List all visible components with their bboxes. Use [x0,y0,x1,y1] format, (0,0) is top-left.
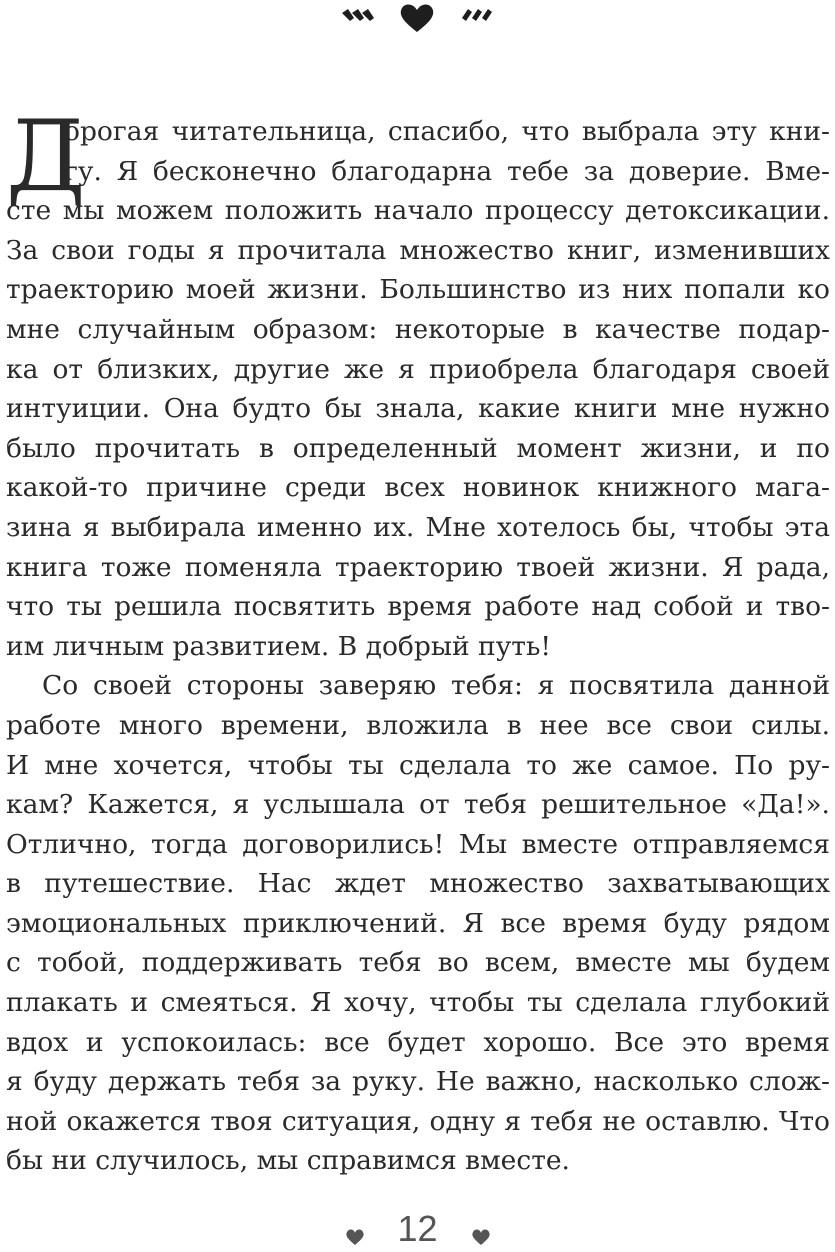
heart-icon [471,1228,491,1246]
text-line: что ты решила посвятить время работе над собой и тво- [6,591,830,623]
text-line: эмоциональных приключений. Я все время буду рядом [6,907,830,939]
page-footer [0,1206,835,1252]
top-ornament [0,0,835,44]
text-line: было прочитать в определенный момент жизни, и по [6,432,830,464]
text-line: какой-то причине среди всех новинок книжного мага- [6,472,830,504]
text-line: я буду держать тебя за руку. Не важно, насколько слож- [6,1066,830,1098]
text-line: бы ни случилось, мы справимся вместе. [6,1145,570,1177]
text-line: сте мы можем положить начало процессу детоксикации. [6,195,830,227]
text-line: гу. Я бесконечно благодарна тебе за доверие. Вме- [64,155,830,187]
paragraph-2 [6,666,830,1181]
drop-cap: Д [6,100,86,214]
paragraph-1 [6,100,830,666]
text-line: им личным развитием. В добрый путь! [6,630,552,662]
text-line: интуиции. Она будто бы знала, какие книги мне нужно [6,393,830,425]
text-line: ка от близких, другие же я приобрела благодаря своей [6,353,830,385]
text-line: зина я выбирала именно их. Мне хотелось бы, чтобы эта [6,511,830,543]
text-line: траекторию моей жизни. Большинство из них попали ко [6,274,830,306]
text-line: плакать и смеяться. Я хочу, чтобы ты сделала глубокий [6,987,830,1019]
heart-with-chevrons-icon [0,0,835,44]
text-line: кам? Кажется, я услышала от тебя решительное «Да!». [6,789,830,821]
text-line: ной окажется твоя ситуация, одну я тебя не оставлю. Что [6,1105,830,1137]
text-line: с тобой, поддерживать тебя во всем, вместе мы будем [6,947,830,979]
text-line: орогая читательница, спасибо, что выбрала эту кни- [64,116,830,147]
text-line: вдох и успокоилась: все будет хорошо. Все это время [6,1026,830,1058]
text-line: Со своей стороны заверяю тебя: я посвятила данной [42,670,830,702]
text-line: в путешествие. Нас ждет множество захватывающих [6,868,830,900]
text-line: И мне хочется, чтобы ты сделала то же самое. По ру- [6,749,830,781]
body-text [6,100,830,1181]
text-line: мне случайным образом: некоторые в качестве подар- [6,313,830,345]
text-line: работе много времени, вложила в нее все свои силы. [6,709,830,741]
page-number: 12 [397,1208,438,1249]
text-line: Отлично, тогда договорились! Мы вместе отправляемся [6,828,830,860]
text-line: книга тоже поменяла траекторию твоей жизни. Я рада, [6,551,830,583]
text-line: За свои годы я прочитала множество книг, изменивших [6,234,830,266]
